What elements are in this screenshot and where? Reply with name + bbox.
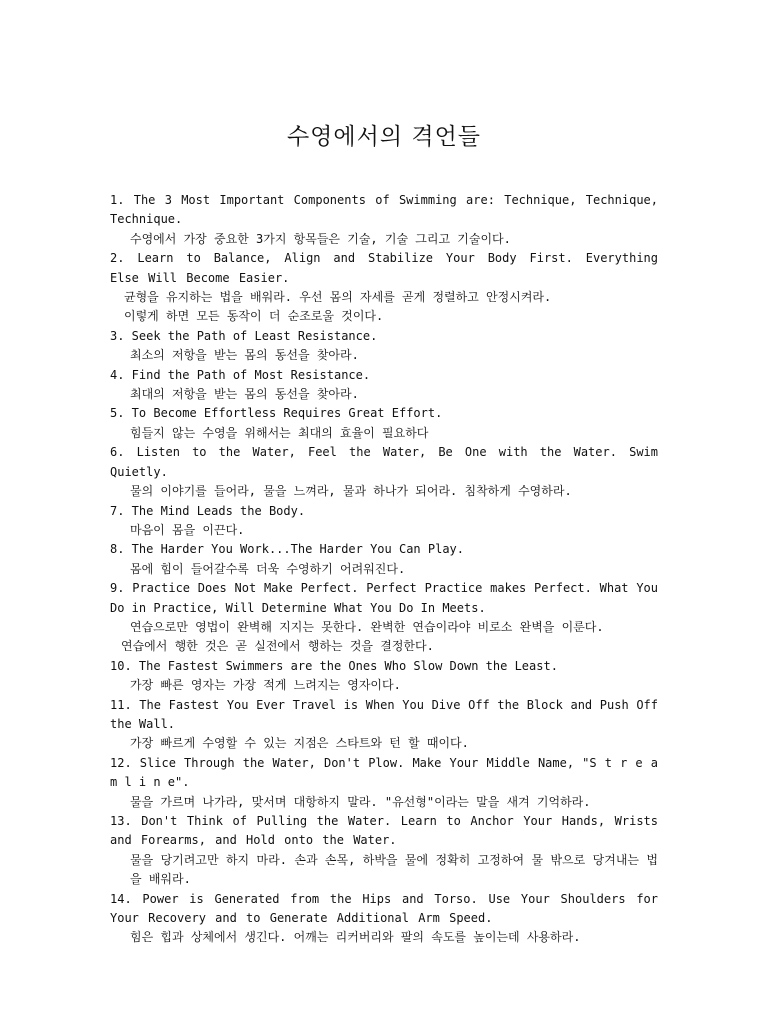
maxim-korean: 가장 빠른 영자는 가장 적게 느려지는 영자이다. bbox=[130, 678, 401, 693]
maxim-korean: 연습으로만 영법이 완벽해 지지는 못한다. 완벽한 연습이라야 비로소 완벽을 이룬다. bbox=[130, 619, 604, 634]
maxim-korean: 물을 당기려고만 하지 마라. 손과 손목, 하박을 물에 정확히 고정하여 물 밖으로 당겨내는 법을 배워라. bbox=[130, 852, 658, 887]
maxim-item-12 bbox=[110, 754, 658, 812]
maxim-korean-cont: 이렇게 하면 모든 동작이 더 순조로울 것이다. bbox=[124, 309, 384, 324]
maxim-item-14 bbox=[110, 890, 658, 948]
maxim-korean: 물의 이야기를 들어라, 물을 느껴라, 물과 하나가 되어라. 침착하게 수영하라. bbox=[130, 484, 572, 499]
maxim-item-1 bbox=[110, 191, 658, 249]
maxim-korean: 균형을 유지하는 법을 배워라. 우선 몸의 자세를 곧게 정렬하고 안정시켜라. bbox=[124, 290, 552, 305]
maxim-item-9 bbox=[110, 579, 658, 657]
maxim-korean: 마음이 몸을 이끈다. bbox=[130, 522, 245, 537]
maxim-english: 10. The Fastest Swimmers are the Ones Who Slow Down the Least. bbox=[110, 658, 558, 673]
maxim-korean: 최대의 저항을 받는 몸의 동선을 찾아라. bbox=[130, 387, 359, 402]
maxim-item-6 bbox=[110, 443, 658, 501]
maxim-english: 7. The Mind Leads the Body. bbox=[110, 503, 306, 518]
maxim-item-7 bbox=[110, 502, 658, 541]
maxim-english: 12. Slice Through the Water, Don't Plow. Make Your Middle Name, "S t r e a m l i n e". bbox=[110, 755, 658, 790]
maxim-item-11 bbox=[110, 696, 658, 754]
maxim-english: 6. Listen to the Water, Feel the Water, Be One with the Water. Swim Quietly. bbox=[110, 445, 658, 479]
maxim-item-13 bbox=[110, 812, 658, 890]
maxim-item-10 bbox=[110, 657, 658, 696]
maxim-english: 1. The 3 Most Important Components of Swimming are: Technique, Technique, Technique. bbox=[110, 193, 658, 227]
maxim-item-2 bbox=[110, 249, 658, 327]
maxim-english: 14. Power is Generated from the Hips and Torso. Use Your Shoulders for Your Recovery and to Generate Additional Arm Speed. bbox=[110, 891, 658, 926]
maxim-english: 4. Find the Path of Most Resistance. bbox=[110, 367, 371, 382]
maxim-english: 2. Learn to Balance, Align and Stabilize Your Body First. Everything Else Will Become Easier. bbox=[110, 251, 658, 285]
maxim-english: 3. Seek the Path of Least Resistance. bbox=[110, 328, 378, 343]
maxim-korean: 수영에서 가장 중요한 3가지 항목들은 기술, 기술 그리고 기술이다. bbox=[130, 231, 511, 246]
maxim-item-4 bbox=[110, 366, 658, 405]
maxim-english: 9. Practice Does Not Make Perfect. Perfect Practice makes Perfect. What You Do in Practice, Will Determine What You Do In Meets. bbox=[110, 581, 658, 615]
document-page bbox=[110, 118, 658, 948]
maxim-english: 13. Don't Think of Pulling the Water. Learn to Anchor Your Hands, Wrists and Forearms, and Hold onto the Water. bbox=[110, 814, 658, 848]
maxim-korean: 물을 가르며 나가라, 맞서며 대항하지 말라. "유선형"이라는 말을 새겨 기억하라. bbox=[130, 794, 591, 809]
maxim-item-8 bbox=[110, 540, 658, 579]
maxim-korean: 몸에 힘이 들어갈수록 더욱 수영하기 어려워진다. bbox=[130, 561, 406, 576]
page-title: 수영에서의 격언들 bbox=[286, 124, 482, 150]
maxim-korean: 최소의 저항을 받는 몸의 동선을 찾아라. bbox=[130, 348, 359, 363]
maxim-korean: 가장 빠르게 수영할 수 있는 지점은 스타트와 턴 할 때이다. bbox=[130, 736, 469, 751]
maxim-korean: 힘들지 않는 수영을 위해서는 최대의 효율이 필요하다 bbox=[130, 425, 429, 440]
maxim-item-5 bbox=[110, 404, 658, 443]
maxim-english: 5. To Become Effortless Requires Great Effort. bbox=[110, 406, 443, 421]
maxim-english: 8. The Harder You Work...The Harder You Can Play. bbox=[110, 542, 465, 557]
maxim-english: 11. The Fastest You Ever Travel is When You Dive Off the Block and Push Off the Wall. bbox=[110, 697, 658, 731]
maxim-korean: 힘은 힙과 상체에서 생긴다. 어깨는 리커버리와 팔의 속도를 높이는데 사용하라. bbox=[130, 930, 581, 945]
maxim-item-3 bbox=[110, 327, 658, 366]
maxim-korean-cont: 연습에서 행한 것은 곧 실전에서 행하는 것을 결정한다. bbox=[121, 639, 434, 654]
